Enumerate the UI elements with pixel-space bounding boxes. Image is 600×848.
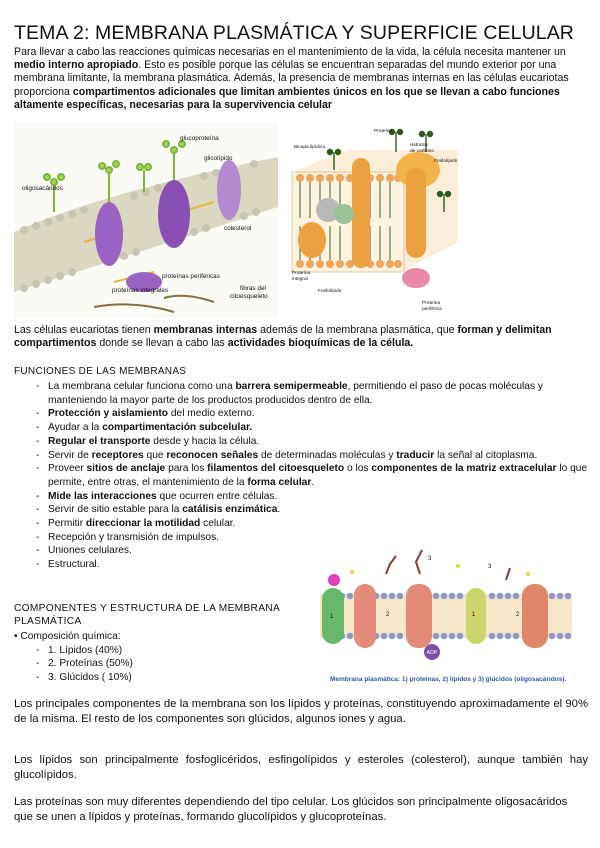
funcion-item [14,407,588,421]
fig1-label-glucoproteina: glucoproteína [180,135,219,142]
fig3-num: 3 [488,564,492,570]
funcion-bold: filamentos del citoesqueleto [207,463,345,475]
fig3-num: 2 [386,612,390,618]
fig2-label-prot-periferica-2: periférica [422,307,442,312]
funcion-item [14,435,588,449]
funcion-item [14,490,588,504]
funcion-bold: traducir [396,449,435,461]
funcion-text: Uniones celulares. [48,545,132,557]
funcion-text: desde y hacia la célula. [150,435,260,447]
caption1-bold-3: actividades bioquímicas de la célula. [227,337,414,350]
fig1-label-proteinas-perifericas: proteínas periféricas [162,273,220,280]
funcion-text: la señal al citoplasma. [434,449,538,461]
intro-text-1: Para llevar a cabo las reacciones químicas necesarias en el mantenimiento de la vida, la célula necesita mantener un [14,46,566,58]
intro-bold-2: compartimentos adicionales que limitan ambientes únicos en los que se llevan a cabo funciones altamente específicas, necesarias para la supervivencia celular [14,85,560,111]
caption1-text-2: además de la membrana plasmática, que [257,324,458,336]
fig3-adp-label: ADP [426,650,438,656]
composicion-item: - 1. Lípidos (40%) [14,644,133,658]
funcion-bold: sitios de anclaje [86,463,166,475]
caption1-bold-1: membranas internas [153,324,258,336]
funcion-item [14,517,588,531]
caption1-text-3: donde se llevan a cabo las [96,337,228,350]
funcion-text: de determinadas moléculas y [258,449,397,461]
body-paragraph-2: Los lípidos son principalmente fosfoglicéridos, esfingolípidos y esteroles (colesterol), aunque también hay glucolípidos. [14,754,588,781]
caption1-text-1: Las células eucariotas tienen [14,324,154,336]
composicion-item: - 2. Proteínas (50%) [14,657,133,671]
fig3-num: 1 [472,612,476,618]
funcion-item [14,503,588,517]
page-title: TEMA 2: MEMBRANA PLASMÁTICA Y SUPERFICIE CELULAR [14,22,574,44]
body-paragraph-3: Las proteínas son muy diferentes dependiendo del tipo celular. Los glúcidos son principalmente oligosacáridos que se unen a lípidos y proteínas, formando glucolípidos y glucoproteínas. [14,796,568,823]
intro-bold-1: medio interno apropiado [14,59,139,72]
fig2-label-hidratos-2: de carbono [410,149,435,154]
figure-3-caption: Membrana plasmática: 1) proteínas, 2) lípidos y 3) glúcidos (oligosacáridos). [330,676,567,683]
fig2-label-fosfolipido-2: Fosfolípido [318,289,342,294]
funcion-text: La membrana celular funciona como una [48,381,236,392]
funcion-bold: reconocen señales [166,449,259,461]
fig2-label-fosfolipido: Fosfolípido [434,159,458,164]
fig2-label-prot-integral-1: Proteína [292,271,311,276]
funcion-bold: catálisis enzimática [182,504,278,516]
funcion-bold: direccionar la motilidad [85,518,201,530]
fig1-label-proteinas-integrales: proteínas integrales [112,287,169,294]
fig2-label-proteina: Proteína [374,129,393,134]
funcion-text: o los [344,463,372,475]
funcion-text: Permitir [48,518,86,530]
funcion-item [14,449,588,463]
funcion-text: lo que permite, entre otras, el mantenimiento de la [48,463,588,488]
funcion-text: que [143,449,167,461]
composicion-item: - 3. Glúcidos ( 10%) [14,671,133,685]
caption1-bold-2: forman y delimitan compartimentos [14,324,552,350]
funcion-bold: Protección y aislamiento [48,408,169,420]
body-paragraph-1: Los principales componentes de la membrana son los lípidos y proteínas, constituyendo aproximadamente el 90% de la misma. El resto de los componentes son glúcidos, algunos iones y agua. [14,698,588,725]
fig3-num: 3 [428,556,432,562]
fig3-num: 1 [330,614,334,620]
fig1-label-colesterol: colesterol [224,225,252,232]
funcion-text: para los [165,463,208,475]
fig2-label-prot-integral-2: integral [292,277,308,282]
funcion-text: Servir de sitio estable para la [48,504,183,516]
funcion-item [14,380,588,407]
funcion-text: Recepción y transmisión de impulsos. [48,531,219,543]
funcion-text: . [277,504,281,516]
funcion-text: Ayudar a la [48,422,103,434]
fig2-label-prot-periferica-1: Proteína [422,301,441,306]
membrane-illustration-2 [288,122,460,318]
intro-text-2: . Esto es posible porque las células se encuentran separadas del mundo exterior por una membrana limitante, la membrana plasmática. Además, la presencia de membranas internas en las células eucariotas proporciona [14,59,569,98]
fig2-label-hidratos-1: Hidratos [410,143,428,148]
funcion-text: Servir de [48,449,92,461]
funcion-bold: Mide las interacciones [48,490,157,502]
intro-paragraph [14,46,588,112]
membrane-illustration-3 [316,544,576,672]
funcion-item [14,462,588,489]
membrane-illustration-1 [14,122,278,318]
fig1-label-glicolipido: glicolípido [204,155,233,162]
composicion-block [14,630,133,684]
funcion-text: Proveer [48,463,87,475]
funcion-text: , permitiendo el paso de pocas moléculas y manteniendo la mayor parte de los productos producidos dentro de ella. [48,381,543,406]
funcion-bold: forma celular [247,476,312,488]
componentes-heading: COMPONENTES Y ESTRUCTURA DE LA MEMBRANA PLASMÁTICA [14,603,280,627]
composicion-list [14,644,133,685]
funcion-item [14,421,588,435]
fig1-label-citoesqueleto: citoesqueleto [230,293,268,300]
funcion-text: Estructural. [48,559,100,571]
funcion-text: . [311,476,315,488]
funcion-text: que ocurren entre células. [156,490,278,502]
funcion-text: celular. [200,518,236,530]
funcion-item [14,531,588,545]
funcion-bold: Regular el transporte [48,435,151,447]
fig3-num: 2 [516,612,520,618]
fig1-label-fibras: fibras del [240,285,266,292]
funcion-text: del medio externo. [168,408,255,420]
fig1-label-oligosacaridos: oligosacáridos [22,185,63,192]
funciones-heading: FUNCIONES DE LAS MEMBRANAS [14,366,187,377]
funcion-bold: componentes de la matriz extracelular [371,463,557,475]
funcion-bold: barrera semipermeable [235,381,348,392]
fig2-label-bicapa: Bicapa lipídica [294,145,325,150]
composicion-label: • Composición química: [14,631,121,642]
funcion-bold: receptores [91,449,144,461]
funcion-bold: compartimentación subcelular. [102,422,253,434]
figure-caption-paragraph [14,324,588,350]
